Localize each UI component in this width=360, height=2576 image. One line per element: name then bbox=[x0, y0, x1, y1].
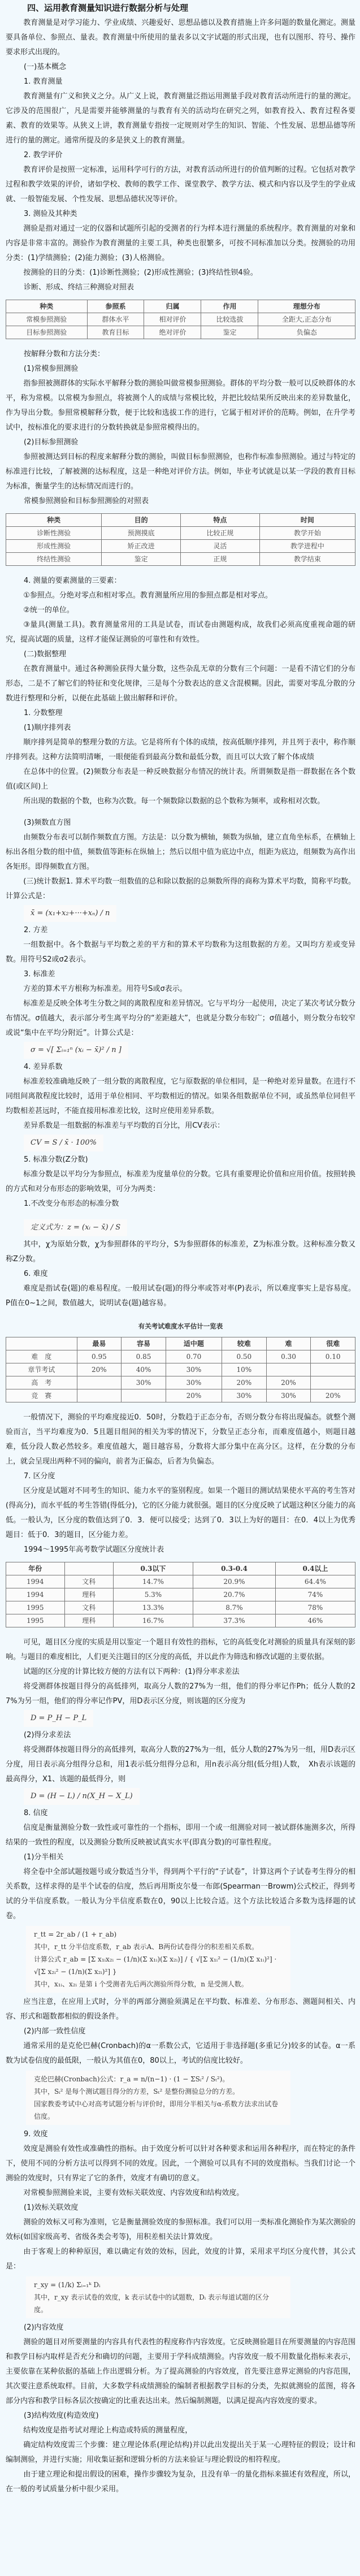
formula bbox=[26, 1926, 290, 1993]
table-cell: 绝对评价 bbox=[144, 326, 201, 339]
table-caption: 有关考试难度水平估计一览表 bbox=[138, 1322, 223, 1330]
table-cell bbox=[122, 1389, 166, 1402]
paragraph: 在总体中的位置。(2)频数分布表是一种反映数据分布情况的统计表。所谓频数是指一群数据在各个数值(或区间)上 bbox=[6, 768, 355, 791]
table-header-cell: 较难 bbox=[222, 1337, 266, 1350]
paragraph: ③量具(测量工具)。教育测量常用的工具是试卷，而试卷由测题构成，故我们必须高度重视命题的研究，提高试题的质量，这样才能保证测验的可靠性和有效性。 bbox=[6, 621, 355, 644]
paragraph: 其中，χ为原始分数，χ为参照群体的平均分，S为参照群体的标准差，Z为标准分数。这种标准分数又称Z分数。 bbox=[6, 1240, 355, 1263]
table-header-cell: 理想分布 bbox=[258, 300, 355, 313]
formula-line: CV = S / x̄ · 100% bbox=[31, 1138, 97, 1147]
paragraph: 参照被测达到目标的程度来解释分数的测验，叫做目标参照测验，也称作标准参照测验。通过与特定的标准进行比较，了解被测的达标程度，这是一种绝对评价方法。例如，毕业考试就是以某一学段的教育目标为标准，衡量学生的达标情况而进行的。 bbox=[6, 453, 355, 491]
formula-line: 其中，Sᵢ² 是每个测试题目得分的方差，Sₜ² 是整份测验总分的方差。 bbox=[34, 2088, 240, 2096]
paragraph: 顺序排列是简单的整理分数的方法。它是将所有个体的成绩，按高低顺序排列，并且列于表中，称作顺序排列表。这种方法简明清晰，一眼便能看到最高分数和最低分数，而且可以大致了解个体成绩 bbox=[6, 738, 355, 761]
table-cell: 1994 bbox=[6, 1588, 65, 1601]
formula bbox=[24, 905, 116, 922]
section-heading: (二)数据整理 bbox=[24, 650, 67, 659]
section-heading: 9. 效度 bbox=[24, 2130, 48, 2138]
section-heading: 2. 教学评价 bbox=[24, 151, 63, 159]
paragraph: 由于建立理论和提出假设的困难，操作步骤较为复杂，且没有单一的量化指标来描述有效程度，所以，在一般的考试质量分析中很少采用。 bbox=[6, 2470, 355, 2493]
table-cell: 20% bbox=[77, 1363, 122, 1376]
table-cell: 0.70 bbox=[166, 1350, 222, 1363]
table-cell: 全距大,正态分布 bbox=[258, 313, 355, 326]
formula-line: 定义式为：z = (xᵢ − x̄) / S bbox=[31, 1223, 121, 1232]
paragraph: 标准分数是以平均分为参照点，标准差为度量单位的分数。它具有重要理论价值和应用价值。按照转换的方式和对分布形态的影响效果，可分为两类： bbox=[6, 1170, 355, 1193]
formula-line: D = P_H − P_L bbox=[31, 1714, 87, 1722]
paragraph: 测验的效标又可称为准则，它是衡量测验效度的参照标准。我们可以用一类标准化测验作为某次测验的效标(如国家级高考、省级各类会考等)，用积差相关法计算效度。 bbox=[6, 2218, 355, 2241]
table-row bbox=[6, 1588, 355, 1601]
paragraph: 由于客观上的种种原因，难以确定有效的效标，因此，效度的计算，采用求平均区分度代替，其公式是： bbox=[6, 2248, 355, 2271]
table-header-cell: 作用 bbox=[201, 300, 258, 313]
table-cell: 30% bbox=[266, 1389, 311, 1402]
table-cell: 鉴定 bbox=[102, 553, 181, 566]
formula-line: D = (H − L) / n(X_H − X_L) bbox=[31, 1792, 133, 1800]
formula bbox=[24, 1135, 103, 1151]
section-heading: (2)内容效度 bbox=[24, 2323, 64, 2332]
table-header-cell: 归属 bbox=[144, 300, 201, 313]
table-cell: 5.3% bbox=[113, 1588, 193, 1601]
table-header-cell: 年份 bbox=[6, 1562, 65, 1575]
table-header-row bbox=[6, 1337, 355, 1350]
table-cell: 1995 bbox=[6, 1614, 65, 1627]
table-cell: 教学进程中 bbox=[259, 540, 355, 553]
paragraph: 教育评价是按照一定标准，运用科学可行的方法，对教育活动所进行的价值判断的过程。它包括对教学过程和教学效果的评价，诸如学校、教师的教学工作、课堂教学、教学方法、模式和内容以及学生的学业成就、一般智能发展、个性发展、思想品德状况等评价。 bbox=[6, 166, 355, 204]
section-heading: (3)频数直方图 bbox=[24, 819, 71, 827]
table-cell: 目标参照测验 bbox=[6, 326, 88, 339]
table-row bbox=[6, 1614, 355, 1627]
formula-wrapper bbox=[6, 904, 355, 923]
paragraph: 教育测量有广义和狭义之分。从广义上说，教育测量泛指运用测量手段对教育活动所进行的量的测定。它涉及的范围很广，凡是需要并能够测量的与教育有关的活动均在研究之列，如教育投入、教育过程各要素、教育的效果等。从狭义上讲，教育测量专指按一定规则对学生的知识、智能、个性发展、思想品德等所进行的量的测定。通常所提及的多是狭义上的教育测量。 bbox=[6, 92, 355, 145]
table-cell: 14.7% bbox=[113, 1575, 193, 1588]
paragraph: 指参照被测群体的实际水平解释分数的测验叫做常模参照测验。群体的平均分数一般可以反映群体的水平，称为常模。以常模为参照点，将被测个人的成绩与常模比较，并把比较结果所反映出来的差异数量化，作为导出分数。参照常模解释分数，便于比较和选拔工作的进行，它属于相对评价的范畴。例如，在升学考试中，按标准化的要求进行的分数转换就是参照常模得出的。 bbox=[6, 379, 355, 432]
table-cell: 章节考试 bbox=[6, 1363, 77, 1376]
section-heading: (1)效标关联效度 bbox=[24, 2203, 79, 2212]
section-heading: 4. 差异系数 bbox=[24, 1063, 63, 1071]
table-cell: 1994 bbox=[6, 1575, 65, 1588]
table-cell: 灵活 bbox=[180, 540, 259, 553]
paragraph: 效度是测验有效性或准确性的指标。由于效度分析可以针对各种要求和运用各种程序，而在特定的条件下，使用不同的分析方法可以得到不同的效度。因此，一个测验可以具有不同的效度指标。当我们讨论一个测验的效度时，只有界定了它的条件，效度才有确切的意义。 bbox=[6, 2145, 355, 2183]
table-caption: 常模参照测验和目标参照测验的对照表 bbox=[24, 497, 149, 505]
spacer bbox=[6, 809, 355, 816]
paragraph: 教育测量是对学习能力、学业成绩、兴趣爱好、思想品德以及教育措施上许多问题的数量化测定。测量要具备单位、参照点、量表。教育测量中所使用的量表多以文字试题的形式出现，也有以图形、符号、操作要求形式出现的。 bbox=[6, 19, 355, 57]
section-heading: 1. 教育测量 bbox=[24, 77, 63, 86]
table-header-cell: 参照系 bbox=[87, 300, 144, 313]
section-heading: 7. 区分度 bbox=[24, 1472, 55, 1480]
table-cell: 正规 bbox=[180, 553, 259, 566]
paragraph: 测验是指对通过一定的仪器和试题所引起的受测者的行为样本进行测量的系统程序。教育测量的对象和内容是非常丰富的。测验作为教育测量的主要工具，种类也很繁多，可按不同标准加以分类。按测验的功用分类：(1)学绩测验；(2)能力测验；(3)人格测验。 bbox=[6, 224, 355, 262]
section-heading: 8. 信度 bbox=[24, 1809, 48, 1817]
table-row bbox=[6, 1363, 355, 1376]
formula-line: x̄ = (x₁+x₂+···+xₙ) / n bbox=[31, 909, 110, 917]
formula bbox=[26, 2071, 290, 2125]
table-cell: 40% bbox=[122, 1363, 166, 1376]
table-cell: 终结性测验 bbox=[6, 553, 102, 566]
table-cell: 16.7% bbox=[113, 1614, 193, 1627]
table-cell: 预测摸底 bbox=[102, 527, 181, 540]
table-cell: 20.9% bbox=[193, 1575, 276, 1588]
section-heading: 1. 分数整理 bbox=[24, 709, 63, 717]
table-caption: 1994～1995年高考数学试题区分度统计表 bbox=[24, 1545, 164, 1554]
paragraph: 结构效度是指考试对理论上构造或特质的测量程度， bbox=[23, 2426, 193, 2435]
section-heading: (3)结构效度(构造效度) bbox=[24, 2412, 99, 2420]
table-header-cell: 最易 bbox=[77, 1337, 122, 1350]
table-cell: 8.7% bbox=[193, 1601, 276, 1614]
table-header-cell: 很难 bbox=[311, 1337, 355, 1350]
table-cell: 理科 bbox=[64, 1588, 113, 1601]
table-header-cell: 0.3-0.4 bbox=[193, 1562, 276, 1575]
table-row bbox=[6, 1389, 355, 1402]
table-cell: 诊断性测验 bbox=[6, 527, 102, 540]
table-caption: 诊断、形成、终结三种测验对照表 bbox=[24, 283, 135, 292]
table-cell: 20% bbox=[311, 1389, 355, 1402]
table-cell: 20% bbox=[166, 1389, 222, 1402]
table-cell: 负偏态 bbox=[258, 326, 355, 339]
table-cell: 78% bbox=[275, 1601, 355, 1614]
section-heading: (2)内部一致性信度 bbox=[24, 2027, 86, 2036]
formula bbox=[24, 1042, 128, 1059]
table-cell: 比较正规 bbox=[180, 527, 259, 540]
section-heading: (1)顺序排列表 bbox=[24, 724, 71, 732]
paragraph: 将受测群体按题目得分的高低排列，取高分人数的27%为一组，他们的得分率记作Ph；低分人数的27%为另一组，他们的得分率记作PV，用D表示区分度，则该题的区分度为 bbox=[6, 1682, 355, 1705]
paragraph: 按测验的目的分类：(1)诊断性测验；(2)形成性测验；(3)终结性钡4验。 bbox=[23, 269, 258, 277]
table-cell: 20.7% bbox=[193, 1588, 276, 1601]
formula-line: 计算公式 r_ab = [Σ x₁ᵢx₂ᵢ − (1/n)(Σ x₁ᵢ)(Σ x₂ᵢ)] / { √[Σ x₁ᵢ² − (1/n)(Σ x₁ᵢ)²] · √[Σ x₂ᵢ² − (1/n)(Σ x₂ᵢ)²] } bbox=[34, 1955, 277, 1976]
table-cell bbox=[266, 1363, 311, 1376]
paragraph: 通常采用的是克伦巴赫(Cronbach)的α一系数公式，它适用于非选择题(多重记分)较多的试卷。α一系数为试卷信度的最低限，一般认为其值在0，80以上，考试的信度比较好。 bbox=[6, 2042, 355, 2065]
formula-wrapper bbox=[6, 1709, 355, 1728]
paragraph: (三)统计数据1. 算术平均数一组数值的总和除以数据的总频数所得的商称为算术平均数，简称平均数。计算公式是： bbox=[6, 877, 355, 900]
table-cell: 0.10 bbox=[311, 1350, 355, 1363]
section-heading: (一)基本概念 bbox=[24, 63, 67, 71]
section-heading: 2. 方差 bbox=[24, 926, 48, 934]
data-table bbox=[6, 1562, 355, 1627]
paragraph: 可见，题目区分度的实质是用以鉴定一个题目有效性的指标，它的高低变化对测验的质量具有深刻的影响。与题目的难度相比，人们更关注题目的区分度的高低，并以此作为筛选和修改试题的主要依据。 bbox=[6, 1638, 355, 1661]
table-cell: 常模参照测验 bbox=[6, 313, 88, 326]
table-header-cell: 特点 bbox=[180, 514, 259, 527]
table-cell: 74% bbox=[275, 1588, 355, 1601]
section-heading: 3. 测验及其种类 bbox=[24, 210, 77, 218]
table-header-row bbox=[6, 514, 355, 527]
table-cell: 文科 bbox=[64, 1601, 113, 1614]
table-header-cell bbox=[64, 1562, 113, 1575]
table-header-cell: 容易 bbox=[122, 1337, 166, 1350]
section-heading: (2)目标参照测验 bbox=[24, 438, 79, 447]
paragraph: 标准差较准确地反映了一组分数的离散程度，它与原数据的单位相同，是一种绝对差异量数。在进行不同组间离散程度比较时，适用于单位相同、平均数相近的情况。如果各组数据单位不同，或虽然单位同但平均数相差甚远时，不能直接用标准差比较，这时应使用差异系数。 bbox=[6, 1077, 355, 1115]
page-title: 四、运用教育测量知识进行数据分析与处理 bbox=[27, 3, 189, 13]
table-row bbox=[6, 326, 355, 339]
table-cell: 教学结束 bbox=[259, 553, 355, 566]
paragraph: 一般情况下，测验的平均难度接近0．50时，分数趋于正态分布，否则分数分布将出现偏态。就整个测验而言，当平均难度为0．5且题目组间的相关为零的情况下，分数呈正态分布，而难度值越小，则题目越难，低分段人数必然较多。难度值越大，题目越容易，分数将大部分集中在高分区。这样，在分数的分布上，就会呈现出两种不同的偏向，前者为正偏态，后者为负偏态。 bbox=[6, 1413, 355, 1466]
table-cell: 高 考 bbox=[6, 1376, 77, 1389]
paragraph: 对常模参照测验来说，主要有效标关联效度、内容效度和结构效度。 bbox=[23, 2189, 244, 2197]
table-cell: 20% bbox=[266, 1376, 311, 1389]
table-cell: 理科 bbox=[64, 1614, 113, 1627]
section-heading: (1)常模参照测验 bbox=[24, 365, 79, 373]
paragraph: ①参照点。分绝对零点和相对零点。教育测量所应用的参照点都是相对零点。 bbox=[23, 591, 272, 600]
paragraph: 难度是指试卷(题)的难易程度。一般用试卷(题)的得分率或答对率(P)表示，所以难度事实上是容易度。P值在0~1之间，数值越大，说明试卷(题)越容易。 bbox=[6, 1284, 355, 1308]
section-heading: 1.不改变分布形态的标准分数 bbox=[24, 1200, 119, 1208]
table-cell bbox=[77, 1389, 122, 1402]
data-table bbox=[6, 513, 355, 566]
paragraph: 测验的题目对所要测量的内容具有代表性的程度称作内容效度。它反映测验题目在所要测量的内容范围和教学目标内取样是否充分和确切的问题，主要用于学科成绩测验。内容效度一般不用数量化指标来表示，主要依靠在某种依据的基础上作出逻辑分析。为了提高测验的内容效度，首先要注意界定测验的内容范围，其次要注意系统取样。目前，大多数学科成绩测验的编制者根据教学目标的分类，先拟就测验的蓝图，将各部分内容和教学目标各层次按确定的比重表达出来。然后编制测题，以满足提高内容效度的要求。 bbox=[6, 2338, 355, 2405]
formula-line: 国家教委考试中心对高考试题分析与评价时，即用分半相关与α-系数方法求出试卷信度。 bbox=[34, 2100, 279, 2120]
paragraph: 由频数分布表可以制作频数直方图。方法是：以分数为横轴，频数为纵轴，建立直角坐标系，在横轴上标出各组分数的组中值，频数值等距标在纵轴上；然后以组中值为底边中点，组距为底边，组频数为高作出各矩形。即得频数直方图。 bbox=[6, 833, 355, 871]
paragraph: 应当注意，在应用上式时，分半的两部分测验须满足在平均数、标准差、分布形态、测题间相关、内容、形式和题数都相似的假设条件。 bbox=[6, 1998, 355, 2021]
table-row bbox=[6, 313, 355, 326]
table-cell: 文科 bbox=[64, 1575, 113, 1588]
section-heading: 4. 测量的要素测量的三要素： bbox=[24, 577, 122, 585]
formula-line: 其中，r_tt 分半信度系数，r_ab 表示A、B两份试卷得分的积差相关系数。 bbox=[34, 1943, 259, 1951]
table-row bbox=[6, 1376, 355, 1389]
table-cell: 64.4% bbox=[275, 1575, 355, 1588]
formula bbox=[24, 1219, 127, 1236]
table-cell: 0.95 bbox=[77, 1350, 122, 1363]
paragraph: 将受测群体按题目得分的高低排列，取高分人数的27%为一组，低分人数的27%为另一组，用D表示区分度，用日表示高分组得分总和，用1表示低分组得分总和，用n表示高分组(低分组)人数， Xh表示该题的最高得分，X1、该题的最低得分，则 bbox=[6, 1746, 355, 1783]
table-row bbox=[6, 540, 355, 553]
paragraph: 确定结构效度需三个步骤：建立理论体系(理论结构)并以此出发提出关于某一心理特征的假设；设计和编制测验，并进行实施；用收集证据和逻辑分析的方法来验证与理论假设的相符程度。 bbox=[6, 2441, 355, 2464]
data-table bbox=[6, 1337, 355, 1402]
data-table bbox=[6, 300, 355, 339]
formula-wrapper bbox=[6, 1218, 355, 1237]
table-cell: 37.3% bbox=[193, 1614, 276, 1627]
table-cell: 相对评价 bbox=[144, 313, 201, 326]
paragraph: 将全卷中全部试题按题号或分数适当分半，得到两个平行的“子试卷”，计算这两个子试卷考生得分的相关系数，这样求得的是半个试卷的信度，然后再用斯皮尔曼一布郎(Spearman一Browm)公式校正，得到考试的分半信度系数。一般认为分半信度系数在0，90以上比较合适。这个方法比较适合多数为选择题的试卷。 bbox=[6, 1868, 355, 1920]
table-cell: 竞 赛 bbox=[6, 1389, 77, 1402]
table-cell bbox=[311, 1363, 355, 1376]
table-header-cell: 0.3以下 bbox=[113, 1562, 193, 1575]
formula-wrapper bbox=[6, 1041, 355, 1060]
table-cell: 比较选拔 bbox=[201, 313, 258, 326]
table-header-cell: 种类 bbox=[6, 300, 88, 313]
table-header-cell: 适中题 bbox=[166, 1337, 222, 1350]
document-body bbox=[6, 16, 355, 2497]
formula bbox=[24, 1710, 93, 1727]
paragraph: 在教育测量中。通过各种测验获得大量分数，这些杂乱无章的分数有三个问题：一是看不清它们的分布形态，二是不了解它们的特征和变化规律，三是每个分数表达的意义含混模糊。因此，需要对零乱分散的分数进行整理和分析，以便在此基础上做出解释和评价。 bbox=[6, 665, 355, 703]
table-cell bbox=[311, 1376, 355, 1389]
table-row bbox=[6, 1350, 355, 1363]
paragraph: 标准差是反映全体考生分数之间的离散程度和差异情况。它与平均分一起使用，决定了某次考试分数分布情况。σ值越大，表示部分考生离平均分的“差距越大”，也就是分数分布较广；σ值越小，则分数分布较窄或说“集中在平均分附近”。计算公式是： bbox=[6, 999, 355, 1037]
section-heading: 3. 标准差 bbox=[24, 970, 55, 979]
paragraph: 信度是衡量测验分数一致性或可靠性的一个指标，即用一个或一组测验对同一被试群体施测多次，所得结果的一致性的程度，以及测验分数所反映被试真实水平(即真分数)的可靠性程度。 bbox=[6, 1824, 355, 1847]
formula-line: r_tt = 2r_ab / (1 + r_ab) bbox=[34, 1930, 117, 1938]
section-heading: 6. 难度 bbox=[24, 1270, 48, 1278]
formula-wrapper bbox=[6, 1133, 355, 1153]
paragraph: 所出现的数据的个数，也称为次数。每一个频数除以数据的总个数称为频率，或称相对次数。 bbox=[23, 797, 325, 806]
formula-wrapper bbox=[6, 1787, 355, 1806]
table-header-cell: 种类 bbox=[6, 514, 102, 527]
paragraph: 试题的区分度的计算比较方便的方法有以下两种：(1)得分率求差法 bbox=[23, 1668, 240, 1676]
table-row bbox=[6, 1575, 355, 1588]
table-cell bbox=[77, 1376, 122, 1389]
table-cell: 形成性测验 bbox=[6, 540, 102, 553]
table-header-row bbox=[6, 300, 355, 313]
table-cell: 难 度 bbox=[6, 1350, 77, 1363]
table-header-cell: 难 bbox=[266, 1337, 311, 1350]
table-cell: 0.30 bbox=[266, 1350, 311, 1363]
table-cell: 教育目标 bbox=[87, 326, 144, 339]
formula-line: 克伦巴赫(Cronbach)公式：r_a = n/(n−1) · (1 − ΣSᵢ² / Sₜ²)。 bbox=[34, 2075, 229, 2083]
table-cell: 教学开始 bbox=[259, 527, 355, 540]
section-heading: 5. 标准分数(Z分数) bbox=[24, 1155, 88, 1164]
formula-line: r_xy = (1/k) Σᵢ₌₁ᵏ Dᵢ bbox=[34, 2281, 101, 2289]
formula bbox=[24, 1788, 140, 1805]
table-row bbox=[6, 553, 355, 566]
spacer bbox=[6, 1311, 355, 1318]
table-cell: 30% bbox=[166, 1363, 222, 1376]
table-cell: 矫正改进 bbox=[102, 540, 181, 553]
table-cell: 10% bbox=[222, 1363, 266, 1376]
table-cell: 46% bbox=[275, 1614, 355, 1627]
table-cell: 群体水平 bbox=[87, 313, 144, 326]
formula bbox=[26, 2276, 290, 2318]
table-row bbox=[6, 1601, 355, 1614]
table-header-cell bbox=[6, 1337, 77, 1350]
table-row bbox=[6, 527, 355, 540]
spacer bbox=[6, 1211, 355, 1218]
formula-line: 其中，r_xy 表示试卷的效度，k 表示试卷中的试题数，Dᵢ 表示每道试题的区分度。 bbox=[34, 2293, 270, 2314]
paragraph: 一组数据中。各个数据与平均数之差的平方和的算术平均数称为这组数据的方差。又叫均方差或变异数。用符号S2或σ2表示。 bbox=[6, 941, 355, 964]
table-cell: 0.50 bbox=[222, 1350, 266, 1363]
table-header-cell: 0.4以上 bbox=[275, 1562, 355, 1575]
table-cell: 0.85 bbox=[122, 1350, 166, 1363]
table-cell: 1995 bbox=[6, 1601, 65, 1614]
table-header-row bbox=[6, 1562, 355, 1575]
section-heading: (1)分半相关 bbox=[24, 1853, 64, 1861]
table-cell: 20% bbox=[222, 1376, 266, 1389]
section-heading: (2)得分求差法 bbox=[24, 1731, 71, 1739]
table-cell: 30% bbox=[166, 1376, 222, 1389]
table-header-cell: 目的 bbox=[102, 514, 181, 527]
paragraph: ②统一的单位。 bbox=[23, 606, 74, 614]
formula-line: σ = √[ Σᵢ₌₁ⁿ (xᵢ − x̄)² / n ] bbox=[31, 1046, 122, 1054]
table-cell: 30% bbox=[122, 1376, 166, 1389]
table-cell: 30% bbox=[222, 1389, 266, 1402]
formula-line: 其中，x₁ᵢ、x₂ᵢ 是第 i 个受测者先后两次测验所得分数，n 是受测人数。 bbox=[34, 1980, 248, 1988]
table-header-cell: 时间 bbox=[259, 514, 355, 527]
paragraph: 区分度是试题对不同考生的知识、能力水平的鉴别程度。如果一个题目的测试结果使水平高的考生答对(得高分)，而水平低的考生答错(得低分)，它的区分能力就很强。题目的区分度反映了试题这种区分能力的高低。一般认为，区分度的数值达到了0．3．便可以接受；达到了0．3以上为好的题目：在0．4以上为优秀题目：低于0．3的题目，区分能力差。 bbox=[6, 1487, 355, 1539]
table-cell: 13.3% bbox=[113, 1601, 193, 1614]
paragraph: 方差的算术平方根称为标准差。用符号S或σ表示。 bbox=[23, 985, 187, 993]
table-cell: 鉴定 bbox=[201, 326, 258, 339]
table-caption: 按解释分数和方法分类： bbox=[24, 350, 105, 358]
paragraph: 差异系数是一组数据的标准差与平均数的百分比，用CV表示： bbox=[23, 1122, 225, 1130]
